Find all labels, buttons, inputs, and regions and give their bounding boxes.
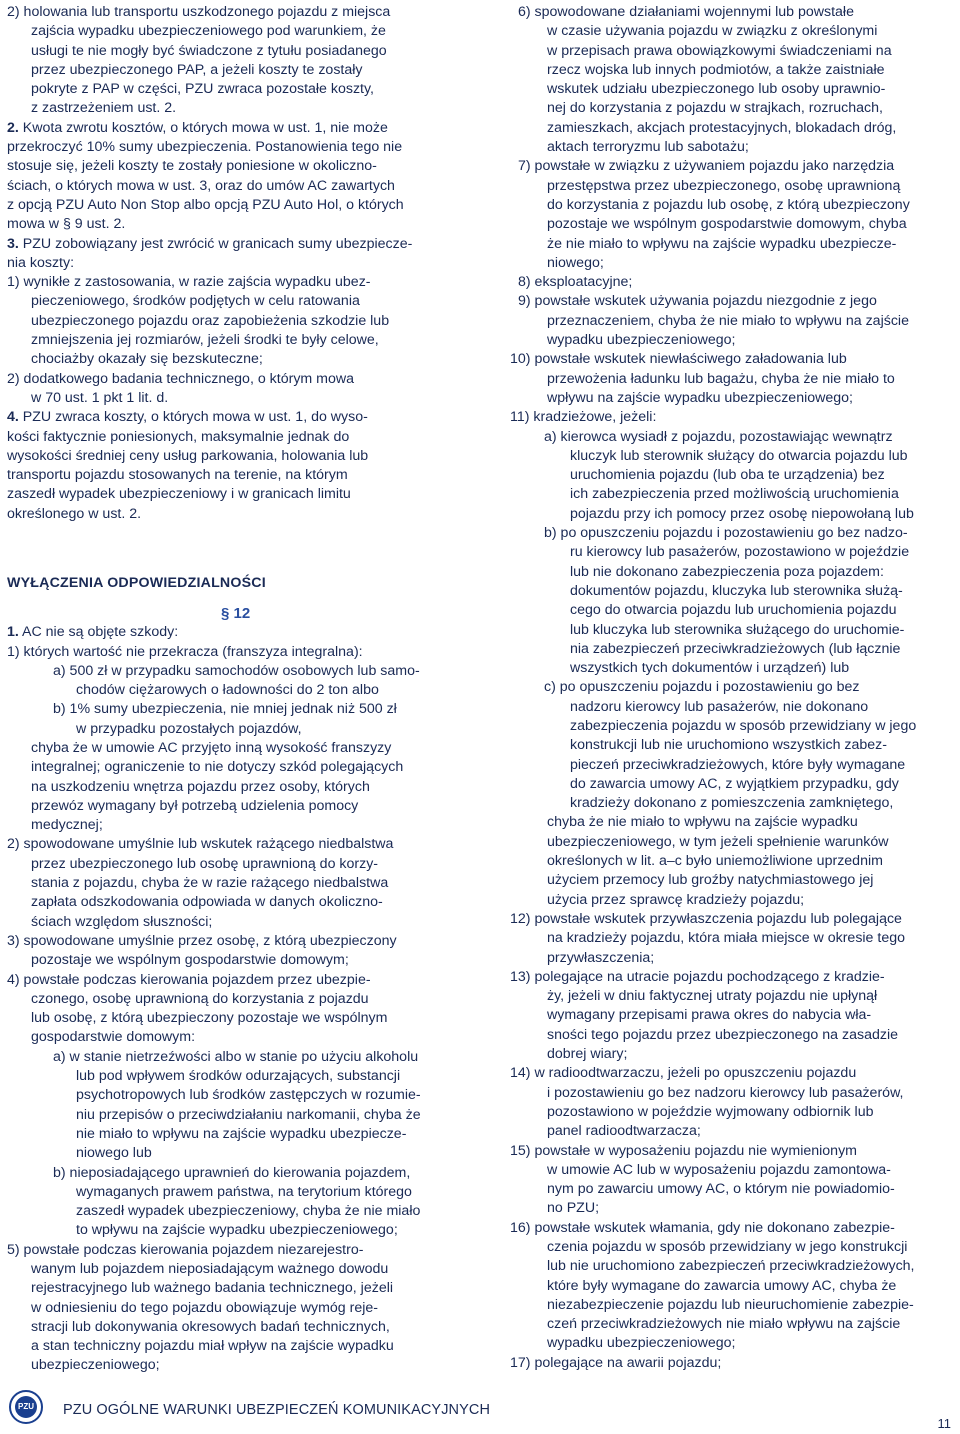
line-text: a) w stanie nietrzeźwości albo w stanie po użyciu alkoholu xyxy=(53,1048,419,1065)
pzu-logo xyxy=(9,1390,43,1424)
section-number: 4. xyxy=(7,409,19,426)
text-line xyxy=(506,215,953,234)
line-text: 3) spowodowane umyślnie przez osobę, z którą ubezpieczony xyxy=(7,932,397,949)
line-text: 1) których wartość nie przekracza (franszyza integralna): xyxy=(7,643,363,660)
line-text: niezabezpieczenie pojazdu lub nieuruchomienie zabezpie- xyxy=(547,1296,914,1313)
text-line xyxy=(506,119,953,138)
text-line xyxy=(7,778,473,797)
section-number: 3. xyxy=(7,235,19,252)
line-text: integralnej; ograniczenie to nie dotyczy szkód polegających xyxy=(31,759,404,776)
text-line xyxy=(506,1064,953,1083)
text-line xyxy=(506,621,953,640)
text-line xyxy=(7,623,473,642)
text-line xyxy=(7,643,473,662)
text-line xyxy=(506,1334,953,1353)
text-line xyxy=(7,1183,473,1202)
text-line xyxy=(506,157,953,176)
line-text: stosuje się, jeżeli koszty te zostały poniesione w okoliczno- xyxy=(7,158,377,175)
left-column xyxy=(7,3,473,1376)
text-line xyxy=(506,3,953,22)
line-text: to wpływu na zajście wypadku ubezpieczeniowego; xyxy=(76,1222,398,1239)
text-line xyxy=(506,524,953,543)
line-text: konstrukcji lub nie uruchomiono wszystkich zabez- xyxy=(570,737,887,754)
line-text: 15) powstałe w wyposażeniu pojazdu nie wymienionym xyxy=(510,1142,857,1159)
line-text: określonych w lit. a–c było uniemożliwione uprzednim xyxy=(547,853,883,870)
text-line xyxy=(506,177,953,196)
text-line xyxy=(7,739,473,758)
text-line xyxy=(7,1221,473,1240)
text-line xyxy=(506,350,953,369)
text-line xyxy=(7,215,473,234)
line-text: zajścia wypadku ubezpieczeniowego pod warunkiem, że xyxy=(31,23,386,40)
line-text: PZU zobowiązany jest zwrócić w granicach sumy ubezpiecze- xyxy=(18,235,413,252)
line-text: AC nie są objęte szkody: xyxy=(18,624,179,641)
line-text: lub kluczyka lub sterownika służącego do uruchomie- xyxy=(570,621,905,638)
line-text: a) kierowca wysiadł z pojazdu, pozostawiając wewnątrz xyxy=(544,428,893,445)
line-text: chociażby okazały się bezskuteczne; xyxy=(31,351,263,368)
line-text: ubezpieczeniowego, w tym jeżeli spełnienie warunków xyxy=(547,833,889,850)
line-text: rzecz wojska lub innych podmiotów, a także zaistniałe xyxy=(547,61,885,78)
text-line xyxy=(506,833,953,852)
line-text: dokumentów pojazdu, kluczyka lub sterownika służą- xyxy=(570,582,903,599)
text-line xyxy=(506,1354,953,1373)
text-line xyxy=(7,1318,473,1337)
text-line xyxy=(7,835,473,854)
text-line xyxy=(7,331,473,350)
line-text: w 70 ust. 1 pkt 1 lit. d. xyxy=(31,389,169,406)
line-text: 10) powstałe wskutek niewłaściwego załadowania lub xyxy=(510,351,847,368)
text-line xyxy=(7,1260,473,1279)
line-text: c) po opuszczeniu pojazdu i pozostawieniu go bez xyxy=(544,679,860,696)
line-text: b) nieposiadającego uprawnień do kierowania pojazdem, xyxy=(53,1164,411,1181)
text-line xyxy=(7,254,473,273)
line-text: wymaganych prawem państwa, na terytorium którego xyxy=(76,1183,412,1200)
text-line xyxy=(506,99,953,118)
line-text: uruchomienia pojazdu (lub oba te urządzenia) bez xyxy=(570,467,885,484)
text-line xyxy=(506,485,953,504)
line-text: nia koszty: xyxy=(7,254,75,271)
text-line xyxy=(7,816,473,835)
text-line xyxy=(7,389,473,408)
text-line xyxy=(506,852,953,871)
line-text: 16) powstałe wskutek włamania, gdy nie dokonano zabezpie- xyxy=(510,1219,895,1236)
line-text: wypadku ubezpieczeniowego; xyxy=(547,332,736,349)
line-text: wypadku ubezpieczeniowego; xyxy=(547,1335,736,1352)
text-line xyxy=(506,1026,953,1045)
text-line xyxy=(7,99,473,118)
text-line xyxy=(7,350,473,369)
line-text: 9) powstałe wskutek używania pojazdu niezgodnie z jego xyxy=(518,293,877,310)
line-text: zabezpieczenia pojazdu w sposób przewidziany w jego xyxy=(570,717,917,734)
line-text: nej do korzystania z pojazdu w strajkach, rozruchach, xyxy=(547,100,883,117)
text-line xyxy=(506,428,953,447)
text-line xyxy=(506,292,953,311)
text-line xyxy=(7,1202,473,1221)
line-text: chyba że w umowie AC przyjęto inną wysokość franszyzy xyxy=(31,739,392,756)
line-text: przeznaczeniem, chyba że nie miało to wpływu na zajście xyxy=(547,312,909,329)
text-line xyxy=(506,929,953,948)
line-text: wanym lub pojazdem nieposiadającym ważnego dowodu xyxy=(31,1261,389,1277)
text-line xyxy=(7,1048,473,1067)
line-text: 2) spowodowane umyślnie lub wskutek rażącego niedbalstwa xyxy=(7,836,394,853)
line-text: stracji lub dokonywania okresowych badań technicznych, xyxy=(31,1318,390,1335)
text-line xyxy=(506,466,953,485)
line-text: chyba że nie miało to wpływu na zajście wypadku xyxy=(547,814,858,831)
text-line xyxy=(506,61,953,80)
line-text: ubezpieczonego pojazdu oraz zapobieżenia szkodzie lub xyxy=(31,312,390,329)
line-text: ściach, o których mowa w ust. 3, oraz do umów AC zawartych xyxy=(7,177,395,194)
line-text: lub nie uruchomiono zabezpieczeń przeciwkradzieżowych, xyxy=(547,1258,915,1275)
text-line xyxy=(7,990,473,1009)
text-line xyxy=(506,1199,953,1218)
line-text: ich zabezpieczenia przed możliwością uruchomienia xyxy=(570,486,899,503)
line-text: które były wymagane do zawarcia umowy AC, chyba że xyxy=(547,1277,897,1294)
line-text: na uszkodzeniu wnętrza pojazdu przez osoby, których xyxy=(31,778,370,795)
line-text: zamieszkach, akcjach protestacyjnych, blokadach dróg, xyxy=(547,119,897,136)
text-line xyxy=(506,891,953,910)
text-line xyxy=(506,331,953,350)
text-line xyxy=(7,1144,473,1163)
text-line xyxy=(7,370,473,389)
text-line xyxy=(506,1103,953,1122)
text-line xyxy=(506,235,953,254)
text-line xyxy=(506,987,953,1006)
line-text: wysokości średniej ceny usług parkowania, holowania lub xyxy=(7,447,369,464)
line-text: wymagany przepisami prawa okres do nabycia wła- xyxy=(547,1007,872,1024)
line-text: pozostaje we wspólnym gospodarstwie domowym, chyba xyxy=(547,216,907,233)
text-line xyxy=(7,758,473,777)
text-line xyxy=(7,3,473,22)
line-text: czonego, osobę uprawnioną do korzystania z pojazdu xyxy=(31,990,369,1007)
line-text: kluczyk lub sterownik służący do otwarcia pojazdu lub xyxy=(570,447,908,464)
text-line xyxy=(506,408,953,427)
line-text: określonego w ust. 2. xyxy=(7,505,142,522)
line-text: pozostawiono w pojeździe wyjmowany odbiornik lub xyxy=(547,1103,874,1120)
text-line xyxy=(506,1084,953,1103)
line-text: 17) polegające na awarii pojazdu; xyxy=(510,1354,722,1371)
text-line xyxy=(7,971,473,990)
text-line xyxy=(7,1009,473,1028)
text-line xyxy=(7,1164,473,1183)
text-line xyxy=(506,640,953,659)
line-text: 7) powstałe w związku z używaniem pojazdu jako narzędzia xyxy=(518,158,895,175)
text-line xyxy=(506,543,953,562)
text-line xyxy=(506,1219,953,1238)
line-text: 5) powstałe podczas kierowania pojazdem niezarejestro- xyxy=(7,1241,364,1258)
text-line xyxy=(7,932,473,951)
text-line xyxy=(7,42,473,61)
line-text: nadzoru kierowcy lub pasażerów, nie dokonano xyxy=(570,698,869,715)
line-text: 1) wynikłe z zastosowania, w razie zajścia wypadku ubez- xyxy=(7,274,371,291)
text-line xyxy=(7,1299,473,1318)
line-text: wszystkich tych dokumentów i urządzeń) lub xyxy=(570,660,850,677)
page-footer xyxy=(7,1388,953,1431)
text-line xyxy=(7,138,473,157)
section-number: 1. xyxy=(7,624,19,641)
line-text: cego do otwarcia pojazdu lub uruchomienia pojazdu xyxy=(570,602,897,619)
text-line xyxy=(7,720,473,739)
line-text: ży, jeżeli w dniu faktycznej utraty pojazdu nie upłynął xyxy=(547,988,878,1005)
text-line xyxy=(7,408,473,427)
line-text: 6) spowodowane działaniami wojennymi lub powstałe xyxy=(518,4,854,20)
text-line xyxy=(506,1315,953,1334)
text-line xyxy=(506,563,953,582)
text-line xyxy=(506,1238,953,1257)
line-text: na kradzieży pojazdu, która miała miejsce w okresie tego xyxy=(547,930,906,947)
text-line xyxy=(506,254,953,273)
line-text: pieczeń przeciwkradzieżowych, które były wymagane xyxy=(570,756,906,773)
line-text: w przepisach prawa obowiązkowymi świadczeniami na xyxy=(547,42,892,59)
line-text: z zastrzeżeniem ust. 2. xyxy=(31,100,177,117)
line-text: nie miało to wpływu na zajście wypadku ubezpiecze- xyxy=(76,1125,407,1142)
line-text: że nie miało to wpływu na zajście wypadku ubezpiecze- xyxy=(547,235,897,252)
line-text: Kwota zwrotu kosztów, o których mowa w ust. 1, nie może xyxy=(18,119,388,136)
text-line xyxy=(7,797,473,816)
text-line xyxy=(7,1106,473,1125)
text-line xyxy=(506,196,953,215)
line-text: w przypadku pozostałych pojazdów, xyxy=(76,720,302,737)
text-line xyxy=(506,80,953,99)
line-text: zapłata odszkodowania odpowiada w danych okoliczno- xyxy=(31,894,383,911)
right-column xyxy=(506,3,953,1373)
text-line xyxy=(506,1277,953,1296)
text-line xyxy=(506,370,953,389)
line-text: pokryte z PAP w części, PZU zwraca pozostałe koszty, xyxy=(31,81,374,98)
line-text: przez ubezpieczonego lub osobę uprawnioną do korzy- xyxy=(31,855,379,872)
text-line xyxy=(7,893,473,912)
text-line xyxy=(7,428,473,447)
line-text: 2) dodatkowego badania technicznego, o którym mowa xyxy=(7,370,355,387)
text-line xyxy=(506,42,953,61)
page-number: 11 xyxy=(937,1416,951,1431)
line-text: nia zabezpieczeń przeciwkradzieżowych (lub łącznie xyxy=(570,640,901,657)
text-line xyxy=(7,447,473,466)
line-text: kradzieży dokonano z pomieszczenia zamkniętego, xyxy=(570,795,894,812)
text-line xyxy=(7,505,473,524)
text-line xyxy=(506,775,953,794)
text-line xyxy=(7,80,473,99)
line-text: a stan techniczny pojazdu miał wpływ na zajście wypadku xyxy=(31,1338,394,1355)
text-line xyxy=(506,1180,953,1199)
line-text: mowa w § 9 ust. 2. xyxy=(7,216,126,233)
line-text: 4) powstałe podczas kierowania pojazdem przez ubezpie- xyxy=(7,971,371,988)
text-line xyxy=(506,1122,953,1141)
line-text: w czasie używania pojazdu w związku z określonymi xyxy=(547,23,878,40)
line-text: wpływu na zajście wypadku ubezpieczeniowego; xyxy=(547,389,853,406)
text-line xyxy=(506,794,953,813)
line-text: czenia pojazdu w sposób przewidziany w jego konstrukcji xyxy=(547,1239,908,1255)
line-text: pieczeniowego, środków podjętych w celu ratowania xyxy=(31,293,360,310)
text-line xyxy=(7,177,473,196)
line-text: ru kierowcy lub pasażerów, pozostawiono w pojeździe xyxy=(570,544,910,561)
text-line xyxy=(506,968,953,987)
line-text: b) po opuszczeniu pojazdu i pozostawieniu go bez nadzo- xyxy=(544,525,908,542)
text-line xyxy=(7,196,473,215)
line-text: przewóz wymagany był potrzebą udzielenia pomocy xyxy=(31,797,359,814)
line-text: ściach względom słuszności; xyxy=(31,913,213,930)
line-text: lub osobę, z którą ubezpieczony pozostaje we wspólnym xyxy=(31,1010,388,1027)
text-line xyxy=(506,756,953,775)
text-line xyxy=(506,1257,953,1276)
text-line xyxy=(506,582,953,601)
text-line xyxy=(506,22,953,41)
line-text: 8) eksploatacyjne; xyxy=(518,274,633,291)
line-text: lub pod wpływem środków odurzających, substancji xyxy=(76,1068,401,1085)
text-line xyxy=(506,1296,953,1315)
text-line xyxy=(506,1045,953,1064)
line-text: niowego; xyxy=(547,254,604,271)
line-text: przestępstwa przez ubezpieczonego, osobę uprawnioną xyxy=(547,177,901,194)
text-line xyxy=(7,662,473,681)
text-line xyxy=(7,913,473,932)
text-line xyxy=(506,736,953,755)
line-text: ubezpieczeniowego; xyxy=(31,1357,160,1374)
text-line xyxy=(7,874,473,893)
line-text: 13) polegające na utracie pojazdu pochodzącego z kradzie- xyxy=(510,968,885,985)
text-line xyxy=(506,447,953,466)
text-line xyxy=(506,659,953,678)
text-line xyxy=(7,485,473,504)
line-text: i pozostawieniu go bez nadzoru kierowcy lub pasażerów, xyxy=(547,1084,904,1101)
line-text: panel radioodtwarzacza; xyxy=(547,1123,701,1140)
text-line xyxy=(506,678,953,697)
section-heading: WYŁĄCZENIA ODPOWIEDZIALNOŚCI xyxy=(7,574,266,591)
text-line xyxy=(7,466,473,485)
line-text: zaszedł wypadek ubezpieczeniowy i w granicach limitu xyxy=(7,486,351,503)
line-text: w odniesieniu do tego pojazdu obowiązuje wymóg reje- xyxy=(31,1299,379,1316)
text-line xyxy=(506,717,953,736)
line-text: zaszedł wypadek ubezpieczeniowy, chyba że nie miało xyxy=(76,1203,421,1220)
text-line xyxy=(7,292,473,311)
line-text: 11) kradzieżowe, jeżeli: xyxy=(510,409,657,426)
line-text: wskutek udziału ubezpieczonego lub osoby uprawnio- xyxy=(547,81,886,98)
line-text: do korzystania z pojazdu lub osobę, z którą ubezpieczony xyxy=(547,196,910,213)
text-line xyxy=(506,312,953,331)
text-line xyxy=(7,1086,473,1105)
line-text: PZU zwraca koszty, o których mowa w ust. 1, do wyso- xyxy=(18,409,368,426)
line-text: w umowie AC lub w wyposażeniu pojazdu zamontowa- xyxy=(547,1161,891,1178)
text-line xyxy=(7,951,473,970)
line-text: pojazdu przy ich pomocy przez osobę niepowołaną lub xyxy=(570,505,914,522)
line-text: aktach terroryzmu lub sabotażu; xyxy=(547,139,749,156)
text-line xyxy=(7,855,473,874)
footer-title: PZU OGÓLNE WARUNKI UBEZPIECZEŃ KOMUNIKACYJNYCH xyxy=(63,1402,491,1418)
line-text: b) 1% sumy ubezpieczenia, nie mniej jednak niż 500 zł xyxy=(53,701,397,718)
line-text: dobrej wiary; xyxy=(547,1046,628,1063)
text-line xyxy=(7,1356,473,1375)
line-text: a) 500 zł w przypadku samochodów osobowych lub samo- xyxy=(53,662,420,679)
text-line xyxy=(506,698,953,717)
text-line xyxy=(506,138,953,157)
line-text: zmniejszenia jej rozmiarów, jeżeli środki te były celowe, xyxy=(31,332,379,349)
text-line xyxy=(7,681,473,700)
text-line xyxy=(7,157,473,176)
text-line xyxy=(506,949,953,968)
line-text: gospodarstwie domowym: xyxy=(31,1029,196,1046)
line-text: no PZU; xyxy=(547,1200,600,1217)
line-text: kości faktycznie poniesionych, maksymalnie jednak do xyxy=(7,428,350,445)
line-text: usługi te nie mogły być świadczone z tytułu posiadanego xyxy=(31,42,387,59)
line-text: przekroczyć 10% sumy ubezpieczenia. Postanowienia tego nie xyxy=(7,139,403,156)
line-text: nym po zawarciu umowy AC, o którym nie powiadomio- xyxy=(547,1181,895,1198)
text-line xyxy=(7,273,473,292)
line-text: niowego lub xyxy=(76,1145,152,1162)
line-text: transportu pojazdu stosowanych na terenie, na którym xyxy=(7,467,348,484)
paragraph-label: § 12 xyxy=(221,604,251,622)
text-line xyxy=(7,1279,473,1298)
text-line xyxy=(506,601,953,620)
line-text: 14) w radioodtwarzaczu, jeżeli po opuszczeniu pojazdu xyxy=(510,1065,857,1082)
line-text: 2) holowania lub transportu uszkodzonego pojazdu z miejsca xyxy=(7,4,391,20)
text-line xyxy=(7,312,473,331)
line-text: psychotropowych lub środków zastępczych w rozumie- xyxy=(76,1087,421,1104)
line-text: 12) powstałe wskutek przywłaszczenia pojazdu lub polegające xyxy=(510,910,902,927)
line-text: przywłaszczenia; xyxy=(547,949,655,966)
line-text: użycia przez sprawcę kradzieży pojazdu; xyxy=(547,891,805,908)
line-text: stania z pojazdu, chyba że w razie rażącego niedbalstwa xyxy=(31,875,389,892)
line-text: użyciem przemocy lub groźby natychmiastowego jej xyxy=(547,872,874,889)
line-text: niu przepisów o przeciwdziałaniu narkomanii, chyba że xyxy=(76,1106,421,1123)
text-line xyxy=(506,813,953,832)
line-text: sności tego pojazdu przez ubezpieczonego na zasadzie xyxy=(547,1026,898,1043)
text-line xyxy=(7,1241,473,1260)
text-line xyxy=(506,273,953,292)
text-line xyxy=(7,119,473,138)
line-text: pozostaje we wspólnym gospodarstwie domowym; xyxy=(31,952,349,969)
line-text: przewożenia ładunku lub bagażu, chyba że nie miało to xyxy=(547,370,895,387)
text-line xyxy=(506,910,953,929)
line-text: medycznej; xyxy=(31,817,103,834)
line-text: do zawarcia umowy AC, z wyjątkiem przypadku, gdy xyxy=(570,775,899,792)
text-line xyxy=(506,871,953,890)
text-line xyxy=(506,1142,953,1161)
text-line xyxy=(506,389,953,408)
text-line xyxy=(7,22,473,41)
text-line xyxy=(506,1006,953,1025)
line-text: z opcją PZU Auto Non Stop albo opcją PZU Auto Hol, o których xyxy=(7,196,404,213)
text-line xyxy=(7,700,473,719)
line-text: przez ubezpieczonego PAP, a jeżeli koszty te zostały xyxy=(31,61,363,78)
text-line xyxy=(7,1028,473,1047)
text-line xyxy=(7,235,473,254)
text-line xyxy=(506,505,953,524)
line-text: chodów ciężarowych o ładowności do 2 ton albo xyxy=(76,682,379,699)
text-line xyxy=(7,1125,473,1144)
text-line xyxy=(506,1161,953,1180)
section-number: 2. xyxy=(7,119,19,136)
line-text: czeń przeciwkradzieżowych nie miało wpływu na zajście xyxy=(547,1316,901,1333)
text-line xyxy=(7,61,473,80)
line-text: lub nie dokonano zabezpieczenia poza pojazdem: xyxy=(570,563,884,580)
text-line xyxy=(7,1067,473,1086)
pzu-logo-text: PZU xyxy=(15,1396,37,1418)
line-text: rejestracyjnego lub ważnego badania technicznego, jeżeli xyxy=(31,1280,394,1297)
text-line xyxy=(7,1337,473,1356)
